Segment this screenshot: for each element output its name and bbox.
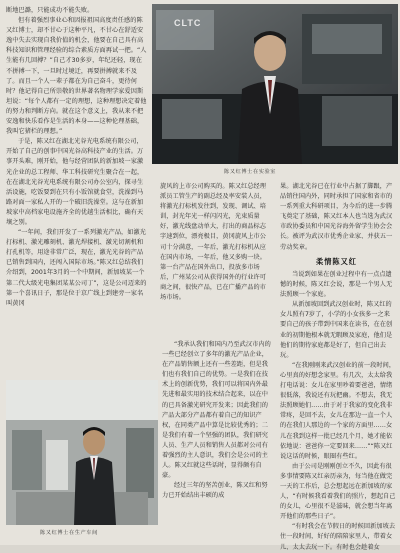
- workshop-photo: [6, 380, 158, 525]
- right-paragraph-5: 由于公司是刚刚创立不久，因此有很多事情要陈又红亲历亲为，每当他在做完一天的工作后，总会想起远在新加坡的家人，“有时候我看着我们的照片，想起自己的女儿，心里很不是滋味，就会想当年离开他们的那些日子”。: [280, 462, 396, 521]
- lab-sign-text: CLTC: [174, 18, 202, 28]
- right-paragraph-4: “在我刚刚来武汉创业的前一段时间，心里真的好想念家里。有几次，太太给我打电话说：女儿在家里吵着要爸爸，情绪很低落，我说还有玩把幽。不想去，我无法照顾她们……由于对于我家的变化我非常疼，是回不去，女儿在那边一直一个人的在我们人那边的一个家的方面里……女儿在我到这样一批已经几个月，她才能依依地说：爸爸你一定要回来……”“陈又红说这话的时候，眼圈有些红。: [280, 361, 396, 460]
- section-heading: 柔情陈又红: [316, 257, 357, 266]
- middle-paragraph-3: 经过三年的坚苦创业，陈又红和努力已开始结出丰硕的成: [162, 482, 268, 500]
- middle-paragraph-1: 旋风的上市公司购买的。陈又红总经理派员工管生产的副总经及率安装人员，将激光打标机发往到，发现、调试、培训，封光年光一样闪闪光，光束质量好，激光线盘动单大，打出的商品标志字速到位，漂亮极目，黄冈旋风上市公司十分满意，一年后，激光打标机从应在国内市场，一年后，他又多购一块。第一台产品在国外出口，投放多市场后，广州某公司从获得国外的行业许可商之间，很快产品，已在广播产品的市场市场。: [160, 183, 267, 302]
- right-paragraph-6: “有时我会在节假日的时候回新加坡去住一段时间，好好的陪陪家里人，带着女儿、太太去玩一下。有时也会趁着女: [280, 523, 396, 551]
- left-paragraph-2: 但有着强烈事业心和因报祖国高度责任感的陈又红博士，却不甘心于这种平凡，不甘心在舒适安逸中失去实现自我价值的机会，他要在自己具有高科技知识和管理经验的综合素质方面再试一把。“人生能有几回搏？”自己才30多岁，年纪还轻，现在不拼搏一下，一旦时过境迁，再要拼搏就来不及了。而且一个人一辈子都在为自己奋斗，更待何时？他记得自己所崇敬的世界著名物理学家爱因斯坦说：“每个人都有一定的理想，这种理想决定着他的努力和判断方向。就在这个意义上，我从来不把安逸和快乐看作是生活的本身——这种伦理基础，我叫它猪栏的理想。”: [6, 17, 147, 136]
- right-column: [280, 182, 396, 253]
- left-paragraph-1: 断地巴潞，只能成功不能失败。: [6, 7, 94, 14]
- workshop-photo-caption: 陈又红博士在生产车间: [40, 530, 98, 536]
- right-paragraph-3: 从新加坡回到武汉创业时，陈又红的女儿照有7岁了，小学的小女孩多一之来要自己的孩子带到中国来在读书，在在创业的初期他根本就无暇顾及家庭，他们是他们的期待家庭都是好了，但自己出去玩。: [280, 301, 393, 359]
- right-column-lower: [280, 270, 396, 553]
- workshop-photo-image: [6, 380, 158, 525]
- right-paragraph-1: 果。湖北光谷已在行业中占据了脚跟，产品销往国内外，同时承担了国家和省市的一系列重大科研项目，为今后的进一步腾飞奠定了基础，陈又红本人也当选为武汉市政协委员和中国光谷海外留学生协会会长。被评为武汉市优秀企业家、并获五一劳动奖章。: [280, 183, 393, 251]
- left-column: [6, 6, 148, 376]
- middle-column: [160, 182, 272, 303]
- left-paragraph-3: 于是，陈又红在湖北光谷光电系统有限公司，开始了自己的创事中国光谷高科技产业的生活。万事开头难，刚开始，他与经营团队的新加坡一家激光企业的总工程师、华工科技研究生聚合在一起，在在湖北光谷光电系统有限公司办公室内，探寻生活设施，吃饭要到在只有小饭馆就食堂，洗澡到马路对面一家私人开的一个破旧洗澡堂。这与在新加坡家中高档家电设施齐全的优越生活相比，确有天壤之别。: [6, 138, 144, 226]
- lab-photo-caption: 陈又红博士在实验室: [224, 169, 277, 175]
- lab-photo-image: [152, 4, 398, 164]
- middle-column-lower: [162, 340, 272, 502]
- middle-paragraph-2: “我承认我们和国内乃至武汉市内的一些已经创立了多年的激光产品企业，在产品销售额上还有一些差距，但是我们也有我们自己的优势。一是我们在技术上的创新优势，我们可以将国内外最先进和最实用的技术结合起来，以在中的已具备激光研究开发来；因此我们的产品大部分产品都有着自己的知识产权，在同类产品中算是比较优秀的；二是我们有着一个坚强的团队，我们研究人员、生产人员和销售人员都对公司有着强烈的主人意识，我们会是公司的主人。陈又红就这些话时，显得颇有自豪。: [162, 341, 271, 480]
- right-paragraph-2: 当说到如果在创业过程中有一点点遗憾的时候，陈又红会说，那是一个男人无法照顾一个家庭。: [280, 271, 393, 299]
- left-paragraph-4: “一年间，我们开发了一系列激光产品，如激光打标机、激光雕刻机、激光焊接机、激光切割机和打孔机等，用途非常广泛，现在，激光光谷的产品已销售到国内，还闯入国际市场。”陈又红总结我们介绍到，2001年3月的一个中期间，新加坡某一个第二代大级光电集团某某公司丁”，这是公司迈来的第一个喜讯日子，那是位于京广线上到建旁一家名叫黄冈: [6, 229, 147, 307]
- lab-photo: [152, 4, 398, 164]
